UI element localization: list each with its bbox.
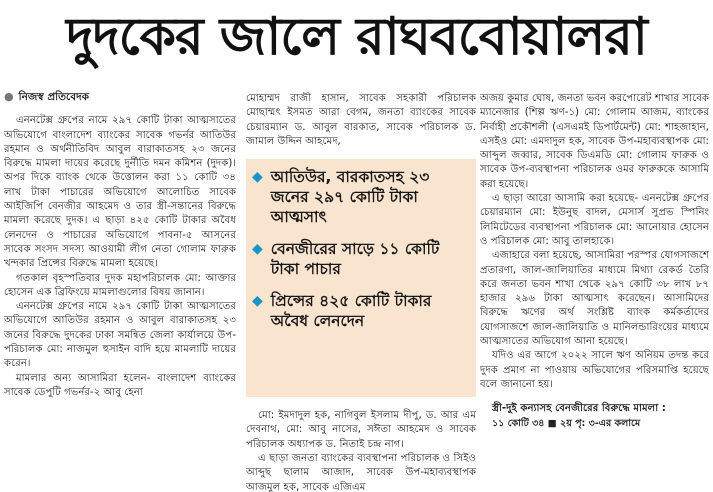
paragraph: মো: ইমদাদুল হক, নাগিবুল ইসলাম দীপু, ড. আর এম দেবনাথ, মো: আবু নাসের, সঈতা আহমেদ ও সাবেক পরিচালক অধ্যাপক ড. নিতাই চন্দ্র নাগ। xyxy=(246,410,476,450)
paragraph: এজাহারে বলা হয়েছে, আসামিরা পরস্পর যোগসাজশে প্রতারণা, জাল-জালিয়াতির মাধ্যমে মিথ্যা রেকর্ড তৈরি করে জনতা ভবন শাখা থেকে ২৯৭ কোটি ৩৮ লাখ ৮৭ হাজার ২৯৬ টাকা আত্মসাৎ করেছেন। আসামিদের বিরুদ্ধে ঋণের অর্থ সংশ্লিষ্ট ব্যাংক কর্মকর্তাদের যোগসাজশে জাল-জালিয়াতি ও মানিলন্ডারিংয়ের মাধ্যমে আত্মসাতের অভিযোগ আনা হয়েছে। xyxy=(480,250,709,348)
paragraph: এ ছাড়া আরো আসামি করা হয়েছে- এননটেক্স গ্রুপের চেয়ারম্যান মো: ইউনুছ বাদল, মেসার্স সুপ্রভ স্পিনিং লিমিটেডের ব্যবস্থাপনা পরিচালক মো: আনোয়ার হোসেন ও পরিচালক মো: আবু তালহাকে। xyxy=(480,193,709,247)
headline: দুদকের জালে রাঘববোয়ালরা xyxy=(66,5,647,67)
byline-text: নিজস্ব প্রতিবেদক xyxy=(18,91,89,103)
paragraph: মামলার অন্য আসামিরা হলেন- বাংলাদেশ ব্যাংকের সাবেক ডেপুটি গভর্নর-২ আবু হেনা xyxy=(4,372,236,398)
highlight-text: প্রিন্সের ৪২৫ কোটি টাকার অবৈধ লেনদেন xyxy=(270,292,432,331)
paragraph: গতকাল বৃহস্পতিবার দুদক মহাপরিচালক মো: আক্তার হোসেন এক ব্রিফিংয়ে মামলাগুলোর বিষয় জানান। xyxy=(4,272,236,298)
continuation-reference: ১১ কোটি ৩৪ ■ ২য় পৃ: ৩-এর কলামে xyxy=(492,417,641,429)
diamond-bullet-icon: ◆ xyxy=(252,241,263,258)
diamond-bullet-icon: ◆ xyxy=(252,293,263,310)
highlight-item xyxy=(252,239,468,279)
paragraph: এননটেক্স গ্রুপের নামে ২৯৭ কোটি টাকা আত্মসাতের অভিযোগে আতিউর রহমান ও আবুল বারাকাতসহ ২৩ জনের বিরুদ্ধে দুদকের ঢাকা সমন্বিত জেলা কার্যালয়ে উপ-পরিচালক মো: নাজমুল হুসাইন বাদি হয়ে মামলাটি দায়ের করেন। xyxy=(4,301,236,370)
paragraph: মোহাম্মদ রাজী হাসান, সাবেক সহকারী পরিচালক মোছাম্মৎ ইসমত আরা বেগম, জনতা ব্যাংকের সাবেক চেয়ারম্যান ড. আবুল বারকাত, সাবেক পরিচালক ড. জামাল উদ্দিন আহমেদ, xyxy=(246,93,476,147)
highlight-text: আতিউর, বারকাতসহ ২৩ জনের ২৯৭ কোটি টাকা আত্মসাৎ xyxy=(270,168,430,227)
column-2 xyxy=(246,92,476,492)
diamond-bullet-icon: ◆ xyxy=(252,169,263,186)
paragraph: যদিও এর আগে ২০২২ সালে ঋণ অনিয়ম তদন্ত করে দুদক প্রমাণ না পাওয়ায় অভিযোগের পরিসমাপ্তি হয়েছে বলে জানানো হয়। xyxy=(480,350,709,390)
paragraph: এ ছাড়া জনতা ব্যাংকের ব্যবস্থাপনা পরিচালক ও সিইও আব্দুছ ছালাম আজাদ, সাবেক উপ-মহাব্যবস্থাপক আজমুল হক, সাবেক এজিএম xyxy=(246,453,476,492)
highlight-item xyxy=(252,167,468,227)
paragraph: অজয় কুমার ঘোষ, জনতা ভবন করপোরেট শাখার সাবেক ম্যানেজার (শিল্প ঋণ-১) মো: গোলাম আজম, ব্যাংকের নির্বাহী প্রকৌশলী (এসএমই ডিপার্টমেন্ট) মো: শাহজাহান, এসইও মো: এমদাদুল হক, সাবেক উপ-মহাব্যবস্থাপক মো: আব্দুল জব্বার, সাবেক ডিএমডি মো: গোলাম ফারুক ও সাবেক উপ-ব্যবস্থাপনা পরিচালক ওমর ফারুককে আসামি করা হয়েছে। xyxy=(480,93,709,190)
highlight-box xyxy=(246,159,476,397)
paragraph: এননটেক্স গ্রুপের নামে ২৯৭ কোটি টাকা আত্মসাতের অভিযোগে বাংলাদেশ ব্যাংকের সাবেক গভর্নর আতিউর রহমান ও অর্থনীতিবিদ আবুল বারাকাতসহ ২৩ জনের বিরুদ্ধে মামলা দায়ের করেছে দুর্নীতি দমন কমিশন (দুদক)। অপর দিকে ব্যাংক থেকে উত্তোলন করা ১১ কোটি ৩৪ লাখ টাকা পাচারের অভিযোগে আলোচিত সাবেক আইজিপি বেনজীর আহমেদ ও তার স্ত্রী-সন্তানের বিরুদ্ধে মামলা করেছে দুদক। এ ছাড়া ৪২৫ কোটি টাকার অবৈধ লেনদেন ও পাচারের অভিযোগে পাবনা-৫ আসনের সাবেক সংসদ সদস্য আওয়ামী লীগ নেতা গোলাম ফারুক খন্দকার প্রিন্সের বিরুদ্ধে মামলা হয়েছে। xyxy=(4,115,236,270)
highlight-item xyxy=(252,291,468,331)
column-3 xyxy=(480,92,709,492)
column-1 xyxy=(4,90,236,490)
highlight-text: বেনজীরের সাড়ে ১১ কোটি টাকা পাচার xyxy=(270,240,440,279)
byline xyxy=(4,90,236,104)
bullet-icon: ● xyxy=(4,90,14,103)
continuation-title: স্ত্রী-দুই কন্যাসহ বেনজীরের বিরুদ্ধে মামলা : xyxy=(492,403,666,415)
